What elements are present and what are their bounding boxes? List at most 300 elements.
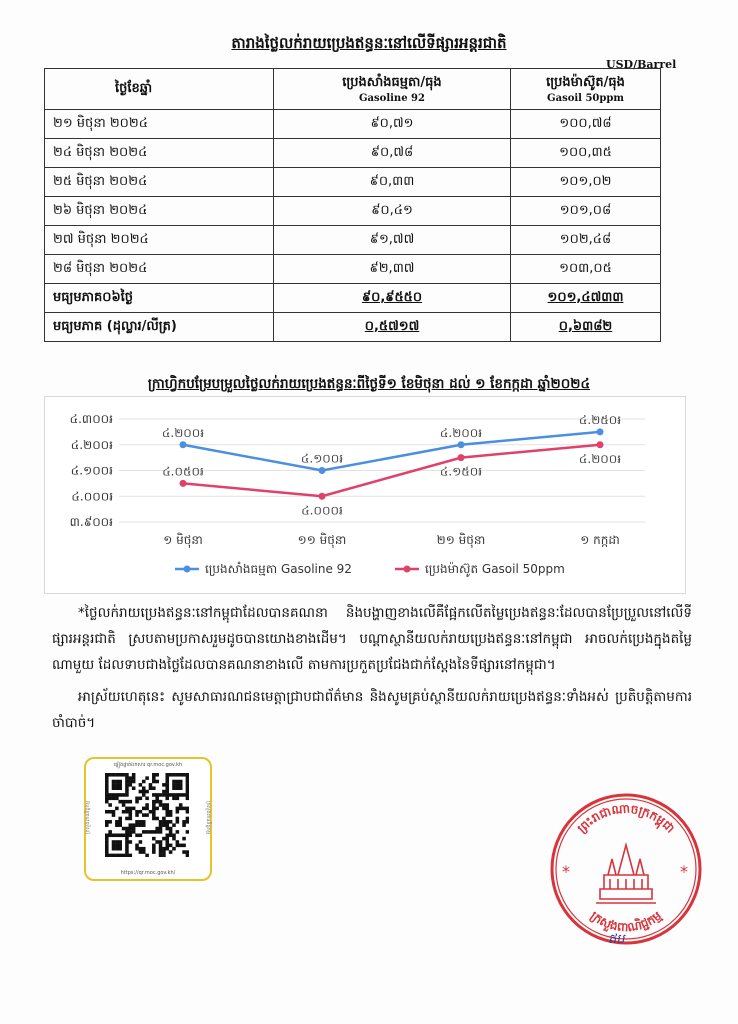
qr-module (122, 800, 126, 804)
qr-module (155, 817, 159, 821)
signature: ឥប (608, 932, 625, 947)
qr-module (129, 813, 133, 817)
qr-module (125, 837, 129, 841)
qr-module (165, 810, 169, 814)
data-point (180, 441, 187, 448)
stamp-inner-ring (556, 799, 696, 939)
qr-module (132, 780, 136, 784)
qr-module (129, 776, 133, 780)
qr-module (108, 830, 112, 834)
qr-module (129, 854, 133, 857)
stamp-star-left-icon: * (562, 862, 570, 881)
qr-module (155, 793, 159, 797)
qr-module (105, 840, 109, 844)
qr-module (182, 823, 186, 827)
qr-module (129, 830, 133, 834)
qr-module (176, 830, 180, 834)
qr-module (179, 786, 183, 790)
stamp-top-text: ព្រះរាជាណាចក្រកម្ពុជា (574, 801, 678, 836)
qr-module (186, 807, 189, 811)
header-gasoil (511, 69, 661, 110)
qr-module (186, 817, 189, 821)
data-point (180, 480, 187, 487)
qr-module (125, 833, 129, 837)
average-per-liter-gasoil: ០,៦៣៨២ (511, 313, 661, 342)
qr-module (135, 800, 139, 804)
qr-module (176, 793, 180, 797)
y-tick-label: ៤.០០០៛ (71, 489, 113, 504)
row-gasoline: ៩២,៣៧ (274, 255, 511, 284)
qr-module (165, 847, 169, 851)
qr-module (132, 807, 136, 811)
qr-module (182, 844, 186, 848)
qr-module (159, 844, 163, 848)
qr-module (115, 807, 119, 811)
qr-module (125, 790, 129, 794)
qr-module (182, 850, 186, 854)
qr-module (108, 803, 112, 807)
qr-module (145, 807, 149, 811)
qr-module (122, 854, 126, 857)
qr-module (105, 837, 109, 841)
qr-module (159, 854, 163, 857)
qr-module (125, 844, 129, 848)
qr-module (122, 773, 126, 777)
qr-module (155, 840, 159, 844)
qr-module (182, 820, 186, 824)
qr-module (162, 790, 166, 794)
data-label: ៤.១៥០៛ (439, 464, 483, 479)
document-title: តារាងថ្លៃលក់រាយប្រេងឥន្ធនៈនៅលើទីផ្សារអន្តរជាតិ (231, 34, 507, 52)
qr-module (139, 823, 143, 827)
qr-module (145, 790, 149, 794)
average-row (45, 284, 661, 313)
qr-module (176, 844, 180, 848)
qr-module (132, 830, 136, 834)
qr-module (169, 827, 173, 831)
qr-module (182, 773, 186, 777)
table-row (45, 255, 661, 284)
row-gasoline: ៩០,៧១ (274, 110, 511, 139)
qr-module (112, 793, 116, 797)
qr-module (118, 817, 122, 821)
qr-module (152, 780, 156, 784)
qr-module (165, 776, 169, 780)
qr-module (165, 807, 169, 811)
paragraph-notice: *ថ្លៃលក់រាយប្រេងឥន្ធនៈនៅកម្ពុជាដែលបានគណនា និងបង្ហាញខាងលើគឺផ្អែកលើតម្លៃប្រេងឥន្ធនៈដែលបានប្រែប្រួលនៅលើទីផ្សារអន្តរជាតិ ស្របតាមប្រកាសរួមដូចបានយោងខាងដើម។ បណ្ដាស្ថានីយលក់រាយប្រេងឥន្ធនៈនៅកម្ពុជា អាចលក់ប្រេងក្នុងតម្លៃណាមួយ ដែលទាបជាងថ្លៃដែលបានគណនាខាងលើ តាមការប្រកួតប្រជែងជាក់ស្ដែងនៃទីផ្សារនៅកម្ពុជា។ (52, 605, 692, 673)
qr-module (142, 786, 146, 790)
qr-module (165, 844, 169, 848)
average-label: មធ្យមភាគ០៦ថ្ងៃ (45, 284, 274, 313)
official-stamp (548, 791, 704, 947)
qr-module (176, 840, 180, 844)
qr-module (115, 833, 119, 837)
qr-module (105, 773, 109, 777)
row-date: ២៦ មិថុនា ២០២៤ (45, 197, 274, 226)
qr-module (105, 850, 109, 854)
qr-module (179, 783, 183, 787)
qr-module (115, 854, 119, 857)
qr-module (186, 820, 189, 824)
qr-module (162, 807, 166, 811)
legend-label: ប្រេងម៉ាស៊ូត Gasoil 50ppm (425, 562, 565, 576)
data-label: ៤.២០០៛ (161, 425, 205, 440)
qr-module (159, 827, 163, 831)
qr-module (129, 807, 133, 811)
qr-module (139, 783, 143, 787)
qr-module (155, 830, 159, 834)
qr-module (129, 840, 133, 844)
qr-module (152, 773, 156, 777)
table-row (45, 139, 661, 168)
qr-module (152, 837, 156, 841)
qr-module (125, 793, 129, 797)
qr-module (165, 833, 169, 837)
qr-module (118, 847, 122, 851)
qr-module (159, 800, 163, 804)
qr-module (165, 797, 169, 801)
qr-module (112, 840, 116, 844)
qr-module (135, 823, 139, 827)
qr-module (152, 793, 156, 797)
qr-module (169, 813, 173, 817)
qr-module (172, 773, 176, 777)
qr-module (159, 830, 163, 834)
qr-module (186, 790, 189, 794)
qr-module (118, 854, 122, 857)
qr-module (118, 786, 122, 790)
qr-module (142, 830, 146, 834)
qr-module (112, 780, 116, 784)
qr-module (115, 820, 119, 824)
qr-module (139, 820, 143, 824)
data-label: ៤.២០០៛ (439, 425, 483, 440)
row-date: ២៧ មិថុនា ២០២៤ (45, 226, 274, 255)
qr-module (112, 786, 116, 790)
qr-module (105, 844, 109, 848)
qr-module (155, 773, 159, 777)
qr-module (172, 786, 176, 790)
qr-module (165, 827, 169, 831)
qr-module (125, 840, 129, 844)
price-table (44, 68, 661, 342)
qr-module (105, 854, 109, 857)
qr-module (129, 817, 133, 821)
row-gasoil: ១០០,៣៥ (511, 139, 661, 168)
qr-module (142, 813, 146, 817)
qr-module (118, 793, 122, 797)
qr-module (152, 810, 156, 814)
data-label: ៤.១០០៛ (300, 451, 344, 466)
qr-module (179, 803, 183, 807)
qr-module (152, 817, 156, 821)
qr-module (115, 797, 119, 801)
qr-module (125, 847, 129, 851)
qr-module (115, 773, 119, 777)
qr-module (145, 797, 149, 801)
qr-module (118, 800, 122, 804)
qr-module (122, 793, 126, 797)
qr-module (149, 810, 153, 814)
average-gasoline: ៩០,៩៥៥០ (274, 284, 511, 313)
paragraph-conclusion: អាស្រ័យហេតុនេះ សូមសាធារណជនមេត្តាជ្រាបជាព័ត៌មាន និងសូមគ្រប់ស្ថានីយលក់រាយប្រេងឥន្ធនៈទាំងអស់ ប្រតិបត្តិតាមការចាំបាច់។ (52, 689, 692, 731)
qr-module (139, 850, 143, 854)
qr-module (115, 793, 119, 797)
qr-module (172, 823, 176, 827)
qr-module (125, 786, 129, 790)
qr-module (159, 803, 163, 807)
qr-module (165, 793, 169, 797)
qr-module (176, 773, 180, 777)
data-point (319, 493, 326, 500)
qr-module (125, 830, 129, 834)
qr-module (135, 844, 139, 848)
qr-module (108, 833, 112, 837)
qr-module (172, 833, 176, 837)
qr-module (186, 797, 189, 801)
qr-module (115, 823, 119, 827)
qr-module (169, 844, 173, 848)
qr-module (129, 780, 133, 784)
qr-module (118, 780, 122, 784)
qr-module (139, 840, 143, 844)
qr-module (142, 847, 146, 851)
qr-module (165, 840, 169, 844)
row-gasoline: ៩០,៣៣ (274, 168, 511, 197)
angkor-emblem-icon (596, 845, 656, 903)
qr-module (165, 813, 169, 817)
chart-title: ក្រាហ្វិកបម្រែបម្រួលថ្លៃលក់រាយប្រេងឥន្ធនៈពីថ្ងៃទី១ ខែមិថុនា ដល់ ១ ខែកក្កដា ឆ្នាំ២០២៤ (147, 376, 591, 392)
qr-module (142, 793, 146, 797)
legend-label: ប្រេងសាំងធម្មតា Gasoline 92 (205, 562, 352, 576)
qr-module (169, 810, 173, 814)
header-gasoline-khmer: ប្រេងសាំងធម្មតា/ធុង (342, 75, 442, 90)
qr-module (172, 797, 176, 801)
qr-module (108, 810, 112, 814)
table-row (45, 110, 661, 139)
qr-module (129, 833, 133, 837)
qr-module (142, 820, 146, 824)
qr-module (135, 847, 139, 851)
qr-module (118, 833, 122, 837)
qr-module (125, 773, 129, 777)
row-gasoline: ៩១,៧៧ (274, 226, 511, 255)
qr-module (105, 823, 109, 827)
qr-module (108, 854, 112, 857)
qr-side-right: ក្រសួងពាណិជ្ជកម្ម (205, 801, 212, 834)
qr-module (115, 780, 119, 784)
qr-module (118, 840, 122, 844)
qr-module (162, 854, 166, 857)
y-tick-label: ៤.២០០៛ (70, 437, 113, 452)
data-label: ៤.០០០៛ (301, 503, 343, 518)
qr-module (155, 827, 159, 831)
x-tick-label: ១ មិថុនា (163, 533, 203, 547)
qr-module (108, 797, 112, 801)
qr-module (176, 797, 180, 801)
qr-bottom-text: https://qr.moc.gov.kh/ (120, 870, 176, 876)
data-point (597, 428, 604, 435)
qr-module (152, 844, 156, 848)
qr-module (108, 820, 112, 824)
qr-module (186, 793, 189, 797)
header-gasoline (274, 69, 511, 110)
qr-module (149, 783, 153, 787)
qr-module (152, 786, 156, 790)
qr-module (125, 850, 129, 854)
row-gasoil: ១០២,៤៨ (511, 226, 661, 255)
qr-module (145, 803, 149, 807)
qr-module (112, 797, 116, 801)
header-gasoil-khmer: ប្រេងម៉ាស៊ូត/ធុង (546, 75, 625, 90)
qr-module (125, 807, 129, 811)
qr-module (125, 800, 129, 804)
row-gasoline: ៩០,៧៨ (274, 139, 511, 168)
qr-module (165, 780, 169, 784)
qr-module (125, 776, 129, 780)
qr-module (152, 800, 156, 804)
qr-module (172, 793, 176, 797)
qr-module (105, 833, 109, 837)
average-per-liter-row (45, 313, 661, 342)
qr-module (159, 793, 163, 797)
qr-module (118, 823, 122, 827)
qr-module (105, 793, 109, 797)
qr-module (152, 776, 156, 780)
qr-side-left: ក្រសួងពាណិជ្ជកម្ម (84, 801, 91, 834)
qr-code-box (84, 757, 212, 881)
qr-module (132, 773, 136, 777)
qr-module (135, 820, 139, 824)
qr-module (152, 813, 156, 817)
row-gasoil: ១០១,០៨ (511, 197, 661, 226)
qr-module (162, 817, 166, 821)
line-chart (45, 397, 685, 593)
data-point (597, 441, 604, 448)
qr-module (142, 780, 146, 784)
qr-module (145, 776, 149, 780)
row-gasoil: ១០០,៧៨ (511, 110, 661, 139)
qr-module (115, 783, 119, 787)
qr-module (132, 827, 136, 831)
qr-module (162, 837, 166, 841)
unit-label: USD/Barrel (606, 58, 677, 71)
x-tick-label: ២១ មិថុនា (436, 533, 486, 547)
qr-module (165, 773, 169, 777)
qr-module (135, 810, 139, 814)
qr-code (105, 773, 189, 857)
qr-module (118, 820, 122, 824)
qr-module (186, 810, 189, 814)
qr-module (149, 786, 153, 790)
qr-module (169, 830, 173, 834)
qr-module (122, 803, 126, 807)
qr-module (169, 833, 173, 837)
qr-module (112, 783, 116, 787)
qr-module (172, 783, 176, 787)
qr-module (162, 803, 166, 807)
qr-module (159, 823, 163, 827)
qr-module (152, 807, 156, 811)
qr-module (105, 810, 109, 814)
qr-module (125, 780, 129, 784)
x-tick-label: ១ កក្កដា (580, 533, 620, 547)
qr-module (172, 847, 176, 851)
qr-module (115, 786, 119, 790)
qr-module (118, 783, 122, 787)
qr-module (155, 800, 159, 804)
qr-module (162, 847, 166, 851)
qr-module (176, 807, 180, 811)
x-tick-label: ១១ មិថុនា (297, 533, 347, 547)
header-gasoline-english: Gasoline 92 (359, 93, 425, 104)
qr-module (155, 807, 159, 811)
qr-module (165, 790, 169, 794)
qr-module (112, 810, 116, 814)
header-date: ថ្ងៃខែឆ្នាំ (45, 69, 274, 110)
qr-module (112, 844, 116, 848)
qr-module (135, 833, 139, 837)
qr-module (129, 827, 133, 831)
qr-module (132, 823, 136, 827)
qr-module (159, 820, 163, 824)
qr-module (105, 786, 109, 790)
qr-module (176, 820, 180, 824)
average-gasoil: ១០១,៤៧៣៣ (511, 284, 661, 313)
qr-module (159, 847, 163, 851)
qr-module (145, 813, 149, 817)
average-per-liter-label: មធ្យមភាគ (ដុល្លារ/លីត្រ) (45, 313, 274, 342)
qr-module (125, 827, 129, 831)
qr-module (129, 823, 133, 827)
qr-module (139, 847, 143, 851)
qr-module (182, 807, 186, 811)
qr-module (165, 786, 169, 790)
qr-module (162, 823, 166, 827)
legend-marker (404, 566, 411, 573)
qr-module (186, 786, 189, 790)
qr-module (125, 810, 129, 814)
qr-module (162, 783, 166, 787)
qr-module (159, 840, 163, 844)
header-gasoil-english: Gasoil 50ppm (547, 93, 624, 104)
data-label: ៤.២៥០៛ (578, 412, 622, 427)
qr-module (165, 820, 169, 824)
table-row (45, 226, 661, 255)
data-point (458, 454, 465, 461)
qr-module (105, 780, 109, 784)
qr-module (165, 783, 169, 787)
qr-module (145, 854, 149, 857)
qr-module (142, 850, 146, 854)
stamp-star-right-icon: * (680, 862, 688, 881)
qr-module (152, 803, 156, 807)
qr-module (165, 837, 169, 841)
qr-module (179, 807, 183, 811)
qr-module (115, 844, 119, 848)
row-gasoil: ១០៣,០៥ (511, 255, 661, 284)
qr-module (162, 820, 166, 824)
row-gasoline: ៩០,៤១ (274, 197, 511, 226)
table-row (45, 168, 661, 197)
qr-module (122, 833, 126, 837)
row-date: ២៥ មិថុនា ២០២៤ (45, 168, 274, 197)
qr-module (105, 800, 109, 804)
qr-module (165, 823, 169, 827)
qr-module (186, 830, 189, 834)
qr-module (135, 813, 139, 817)
qr-module (142, 790, 146, 794)
